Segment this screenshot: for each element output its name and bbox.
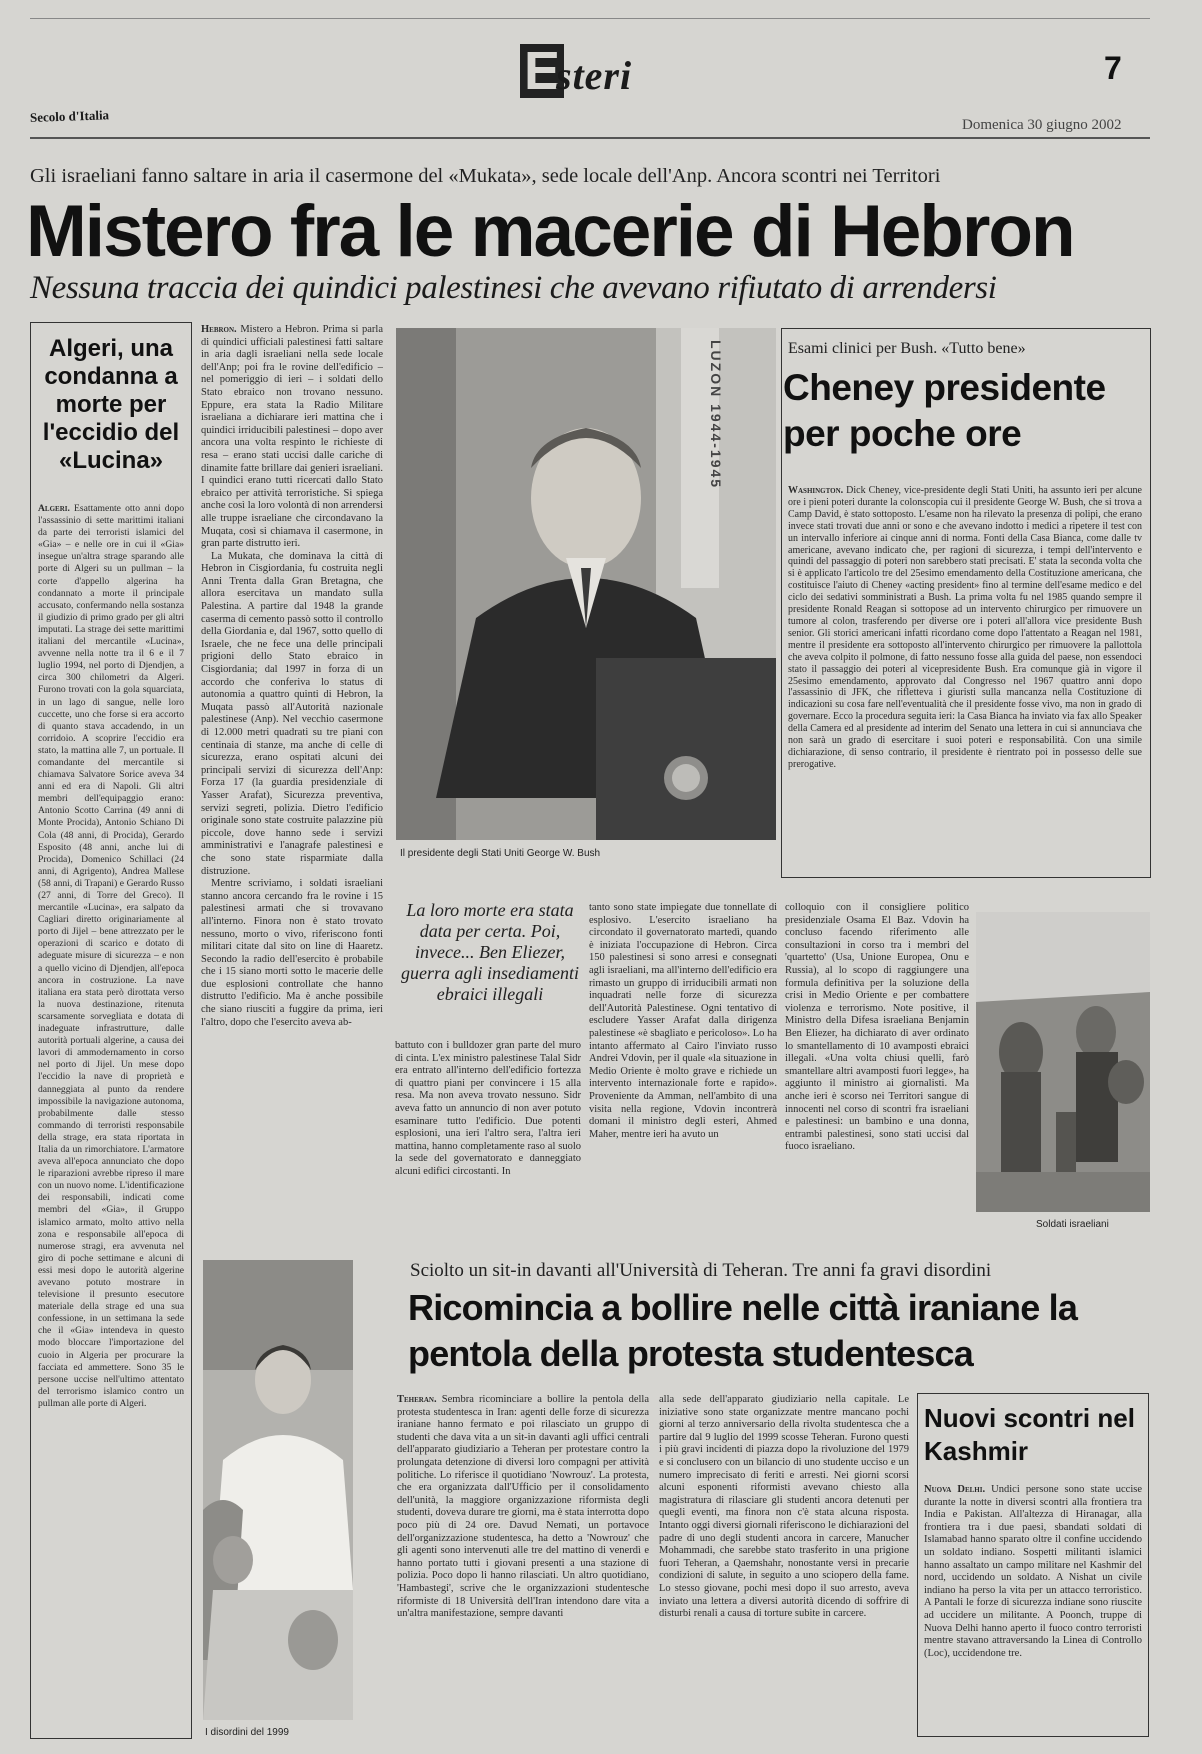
main-headline: Mistero fra le macerie di Hebron — [26, 191, 1074, 272]
section-initial: E — [520, 44, 564, 98]
section-rest: steri — [556, 53, 633, 98]
cheney-headline: Cheney presidente per poche ore — [783, 367, 1106, 454]
sidebar-body — [38, 503, 184, 1731]
kashmir-dateline: Nuova Delhi. — [924, 1484, 986, 1495]
flag-text: LUZON 1944-1945 — [708, 340, 724, 490]
sidebar-dateline: Algeri. — [38, 503, 70, 514]
top-rule — [30, 18, 1150, 19]
kashmir-text: Undici persone sono state uccise durante la notte in diversi scontri alla frontiera tra India e Pakistan. All'altezza di Hiranagar, alla frontiera tra i due paesi, sbandati soldati di Islamabad hanno sparato oltre il confine uccidendo un soldato indiano. Sospetti militanti islamici hanno assaltato un campo militare nel Kashmir del nord, uccidendo un soldato. A Nishat un civile indiano ha perso la vita per un attacco terroristico. A Pantali le forze di sicurezza indiane sono riuscite ad uccidere un militante. A Poonch, truppe di Nuova Delhi hanno aperto il fuoco contro terroristi mentre stavano attraversando la Linea di Controllo (Loc), uccidendone tre. — [924, 1484, 1142, 1659]
main-dateline: Hebron. — [201, 324, 237, 335]
main-col-2 — [395, 1040, 581, 1235]
main-col2-text: battuto con i bulldozer gran parte del muro di cinta. L'ex ministro palestinese Talal Sidr era entrato all'interno dell'edificio fortezza di quattro piani per convincere i 15 alla resa. Ma non aveva trovato nessuno. Sidr aveva fatto un annuncio di non aver potuto esaminare tutto l'edificio. Due potenti esplosioni, una ieri l'altro sera, l'altra ieri mattina, hanno completamente raso al suolo la sede del governatorato e danneggiato alcuni edifici circostanti. In — [395, 1040, 581, 1177]
sidebar-text: Esattamente otto anni dopo l'assassinio di sette marittimi italiani da parte dei terroristi islamici del «Gia» – e nelle ore in cui il «Gia» insegue un'altra strage sparando alle porte di Algeri su un pullman – la corte d'appello algerina ha condannato a morte il principale accusato, confermando nella sostanza il giudizio di primo grado per gli altri imputati. La strage dei sette marittimi italiani del mercantile «Lucina», avvenne nella notte tra il 6 e il 7 luglio 1994, nel porto di Djendjen, a circa 300 chilometri da Algeri. Furono trovati con la gola squarciata, in un lago di sangue, nelle loro cuccette, uno che forse si era accorto di quanto stava accadendo, in un corridoio. A scoprire l'eccidio era stato, la mattina alle 7, un portuale. Il comandante del mercantile si chiamava Salvatore Sorice aveva 34 anni ed era di Napoli. Gli altri membri dell'equipaggio erano: Antonio Scotto Carrina (49 anni di Monte Procida), Antonio Schiano Di Cola (48 anni, di Procida), Gerardo Esposito (48 anni, anche lui di Procida), Domenico Schillaci (24 anni, di Agrigento), Andrea Mallese (58 anni, di Trapani) e Gerardo Russo (27 anni, di Torre del Greco). Il mercantile «Lucina», era salpato da Cagliari diretto originariamente al porto di Jijel – bene attrezzato per le operazioni di scarico e dotato di adeguate misure di sicurezza – e non a quello vicino di Djendjen, all'epoca ancora in costruzione. La nave italiana era stata però dirottata verso la nuova destinazione, ritenuta scarsamente sorvegliata e dotata di inadeguate infrastrutture, dalle autorità portuali algerine, a causa dei lavori di ammodernamento in corso nel porto di Jijel. Un mese dopo l'eccidio la nave di proprietà e danneggiata al punto da rendere impossibile la navigazione autonoma, probabilmente dalle stesso commando di terroristi responsabile della strage, era stata riportata in Italia da un rimorchiatore. L'armatore aveva all'epoca annunciato che dopo le riparazioni avrebbe ripreso il mare con un nuovo nome. L'identificazione dei responsabili, indicati come membri del «Gia», il Gruppo islamico armato, molto attivo nella zona e responsabile all'epoca di numerose stragi, era avvenuta nel giro di poche settimane e alcuni di essi mesi dopo le autorità algerine avevano potuto mostrare in televisione il presunto esecutore materiale della strage ed una sua confessione, in un settimana la sede che il «Gia» intendeva in questo modo bloccare l'importazione del cuoio in Algeria per procurare la facciata ed ammettere. Sono 35 le persone uccise nell'ultimo attentato del terrorismo islamico contro un pullman alle porte di Algeri. — [38, 503, 184, 1409]
sidebar-headline: Algeri, una condanna a morte per l'eccidio del «Lucina» — [42, 335, 180, 474]
cheney-dateline: Washington. — [788, 485, 844, 496]
newspaper-name: Secolo d'Italia — [29, 107, 110, 125]
cheney-body — [788, 485, 1142, 870]
iran-headline: Ricomincia a bollire nelle città iraniane la pentola della protesta studentesca — [408, 1287, 1078, 1374]
main-kicker: Gli israeliani fanno saltare in aria il casermone del «Mukata», sede locale dell'Anp. Ancora scontri nei Territori — [30, 165, 941, 187]
iran-kicker: Sciolto un sit-in davanti all'Università di Teheran. Tre anni fa gravi disordini — [410, 1260, 992, 1281]
main-col1c-text: Mentre scriviamo, i soldati israeliani stanno ancora cercando fra le rovine i 15 palestinesi armati che si trovavano all'interno. Finora non è stato trovato nessuno, morto o vivo, riferiscono fonti militari citate dal sito on line di Haaretz. Secondo la radio dell'esercito è probabile che i 15 siano morti sotto le macerie delle due esplosioni controllate che hanno distrutto l'edificio. Ma è anche possibile che siano riusciti a fuggire da prima, ieri l'altro, dopo che l'esercito aveva ab- — [201, 878, 383, 1026]
cheney-kicker: Esami clinici per Bush. «Tutto bene» — [788, 340, 1026, 357]
main-col-3 — [589, 902, 777, 1235]
date: Domenica 30 giugno 2002 — [962, 117, 1122, 133]
iran-photo-svg — [203, 1260, 353, 1720]
section-title — [520, 41, 670, 102]
main-col4-text: colloquio con il consigliere politico presidenziale Osama El Baz. Vdovin ha concluso facendo riferimento alle consultazioni in corso tra i membri del 'quartetto' (Usa, Unione Europea, Onu e Russia), al lo scopo di raggiungere una formula definitiva per la soluzione della crisi in Medio Oriente e per combattere violenza e terrorismo. Note positive, il Ministro della Difesa israeliana Benjamin Ben Eliezer, ha dichiarato di aver ordinato lo smantellamento di 10 avamposti ebraici illegali. «Una volta chiusi quelli, farò smantellare altri avamposti fuori legge», ha aggiunto il ministro ai giornalisti. Ma anche ieri è scorso nei Territori sangue di innocenti nel corso di scontri fra israeliani e palestinesi: un bambino e una donna, entrambi palestinesi, sono stati uccisi dal fuoco israeliano. — [785, 902, 969, 1153]
kashmir-body — [924, 1484, 1142, 1729]
main-col3-text: tanto sono state impiegate due tonnellate di esplosivo. L'esercito israeliano ha circondato il governatorato martedì, quando è iniziata l'occupazione di Hebron. Circa 150 palestinesi si sono arresi e consegnati agli israeliani, ma all'interno dell'edificio era rimasto un gruppo di irriducibili armati non inquadrati nelle forze di sicurezza dell'Autorità Palestinese. Ogni tentativo di escludere Yasser Arafat dalla dirigenza palestinese «è sbagliato e pericoloso». Lo ha intanto affermato al Cairo l'inviato russo Andrei Vdovin, per il quale «la situazione in Medio Oriente è molto grave e richiede un intervento internazionale forte e rapido». Proveniente da Amman, nell'ambito di una visita nella regione, Vdovin incontrerà domani il ministro degli esteri, Ahmed Maher, mentre ieri ha avuto un — [589, 902, 777, 1140]
main-col-1 — [201, 324, 383, 1026]
main-subhead: Nessuna traccia dei quindici palestinesi che avevano rifiutato di arrendersi — [30, 270, 997, 306]
header-rule — [30, 137, 1150, 139]
main-col1-text: Mistero a Hebron. Prima si parla di quindici ufficiali palestinesi fatti saltare in aria dagli israeliani nella sede locale dell'Anp; poi fra le rovine dell'edificio – nel pomeriggio di ieri – i soldati dello Stato ebraico non trovano nessuno. Eppure, era stata la Radio Militare israeliana a dichiarare ieri mattina che i quindici irriducibili palestinesi – dopo aver ancora una volta respinto le richieste di resa – erano stati uccisi dalle cariche di dinamite fatte brillare dai genieri israeliani. I quindici erano tutti ricercati dallo Stato ebraico per attività terroristiche. Si spiega anche così la loro volontà di non arrendersi alle truppe israeliane che circondavano la Muqata, così si chiamava il casermone, in gran parte distrutto ieri. — [201, 324, 383, 550]
iran-photo — [203, 1260, 353, 1720]
main-col-4 — [785, 902, 969, 1235]
iran-col-1 — [397, 1394, 649, 1734]
main-col1b-text: La Mukata, che dominava la città di Hebron in Cisgiordania, fu costruita negli Anni Trenta dalla Gran Bretagna, che allora esercitava un mandato sulla Palestina. A partire dal 1948 la grande caserma di cemento passò sotto il controllo della Giordania e, dal 1967, sotto quello di Israele, che ne fece una delle principali prigioni dello Stato ebraico in Cisgiordania; dal 1997 in forza di un accordo che conferiva lo status di autonomia a quattro quinti di Hebron, la Muqata passò all'Autorità nazionale palestinese (Anp). Nel vecchio casermone di 12.000 metri quadrati su tre piani con centinaia di stanze, ma anche di celle di sicurezza, erano ospitati alcuni dei principali servizi di sicurezza dell'Anp: Forza 17 (la guardia presidenziale di Yasser Arafat), Sicurezza preventiva, servizi segreti, polizia. Dietro l'edificio originale sono state costruite palazzine più piccole, dove hanno sede i servizi amministrativi e l'anagrafe palestinesi e che sono state risparmiate dalla distruzione. — [201, 550, 383, 877]
bush-photo-caption: Il presidente degli Stati Uniti George W. Bush — [400, 848, 601, 859]
soldiers-photo-svg — [976, 912, 1150, 1212]
soldiers-caption: Soldati israeliani — [1036, 1219, 1109, 1230]
iran-photo-caption: I disordini del 1999 — [205, 1727, 289, 1738]
iran-col2-text: alla sede dell'apparato giudiziario nella capitale. Le iniziative sono state organizzate mentre mancano pochi giorni al terzo anniversario della rivolta studentesca che a partire dal 9 luglio del 1999 scosse Teheran. Furono questi i più gravi incidenti di piazza dopo la rivoluzione del 1979 e si conclusero con un bilancio di uno studente ucciso e un numero imprecisato di feriti e arresti. Nei giorni scorsi alcuni esponenti riformisti avevano chiesto alla magistratura di rilasciare gli studenti ancora detenuti per quegli eventi, ma finora non c'è stata alcuna risposta. Intanto oggi diversi giornali riferiscono le dichiarazioni del padre di uno degli studenti ancora in carcere, Manucher Mohammadi, che sarebbe stato trasferito in una prigione fuori Teheran, a Qaemshahr, nonostante versi in precarie condizioni di salute, in seguito a uno sciopero della fame. Lo stesso giovane, pochi mesi dopo il suo arresto, aveva inviato una lettera a diversi autorità dicendo di soffrire di disturbi renali a causa di torture subite in carcere. — [659, 1394, 909, 1620]
pull-quote: La loro morte era stata data per certa. Poi, invece... Ben Eliezer, guerra agli insediamenti ebraici illegali — [401, 900, 579, 1004]
cheney-text: Dick Cheney, vice-presidente degli Stati Uniti, ha assunto ieri per alcune ore i pieni poteri durante la colonscopia cui il presidente George W. Bush, che si trova a Camp David, è stato sottoposto. L'esame non ha rilevato la presenza di polipi, che erano invece stati trovati due anni or sono e che avevano indotto i medici a ripetere il test con un intervallo inferiore ai cinque anni di norma. Fonti della Casa Bianca, come dalle tv americane, avevano indicato che, per ragioni di sicurezza, i tempi dell'intervento e quindi del passaggio di poteri non sarebbero stati precisati. E' stata la seconda volta che si è applicato l'articolo tre del 25esimo emendamento della Costituzione americana, che costituisce l'aiuto di Cheney «acting president» fino al termine dell'esame medico e del ciclo dei sedativi somministrati a Bush. La prima volta fu nel 1985 quando sempre il presidente Ronald Reagan si sottopose ad un intervento chirurgico per rimuovere un tumore al colon, trasferendo per diverse ore i poteri all'allora vice presidente Bush senior. Gli storici americani infatti ricordano come dopo l'attentato a Reagan nel 1981, mentre il presidente era sottoposto all'intervento chirurgico per rimuovere la pallottola che aveva colpito il polmone, di fatto nessuno fosse alla guida del paese, non essendoci stato il passaggio dei poteri al vicepresidente Bush. Era comunque già in vigore il 25esimo emendamento, approvato dal Congresso nel 1967 quattro anni dopo l'assassinio di JFK, che rifletteva i giuristi sulla mancanza nella Costituzione di indicazioni su cosa fare nell'eventualità che il presidente fosse vivo, ma non in grado di governare. Ecco la procedura seguita ieri: la Casa Bianca ha inviato via fax allo Speaker della Camera ed al presidente ad interim del Senato una lettera in cui si annunciava che non sarà un grado di esercitare i suoi poteri e responsabilità. Con una simile dichiarazione, di senso contrario, il presidente è rientrato poi in possesso delle sue prerogative. — [788, 485, 1142, 770]
soldiers-photo — [976, 912, 1150, 1212]
iran-dateline: Teheran. — [397, 1394, 437, 1405]
kashmir-headline: Nuovi scontri nel Kashmir — [924, 1403, 1135, 1466]
page-number: 7 — [1104, 50, 1122, 86]
iran-col1-text: Sembra ricominciare a bollire la pentola della protesta studentesca in Iran: agenti delle forze di sicurezza iraniane hanno fermato e poi rilasciato un gruppo di studenti che dava vita a un sit-in davanti agli uffici centrali dell'apparato giudiziario a Teheran per protestare contro la prolungata detenzione di diversi loro compagni per attività politiche. Lo riferisce il quotidiano 'Nowrouz'. La protesta, che era organizzata dall'Ufficio per il consolidamento dell'unità, la maggiore organizzazione riformista degli studenti, doveva durare tre giorni, ma è stata interrotta dopo poco più di 24 ore. Davud Nemati, un portavoce dell'organizzazione studentesca, ha detto a 'Nowrouz' che gli agenti sono intervenuti alle tre del mattino di venerdì e hanno portato tutti i giovani presenti a una stazione di polizia. Poco dopo li hanno rilasciati. Un altro quotidiano, 'Hambastegi', scrive che le organizzazioni studentesche riformiste di 18 Università dell'Iran intendono dare vita a un'altra manifestazione, sempre davanti — [397, 1394, 649, 1620]
iran-col-2 — [659, 1394, 909, 1734]
bush-photo — [396, 328, 776, 840]
